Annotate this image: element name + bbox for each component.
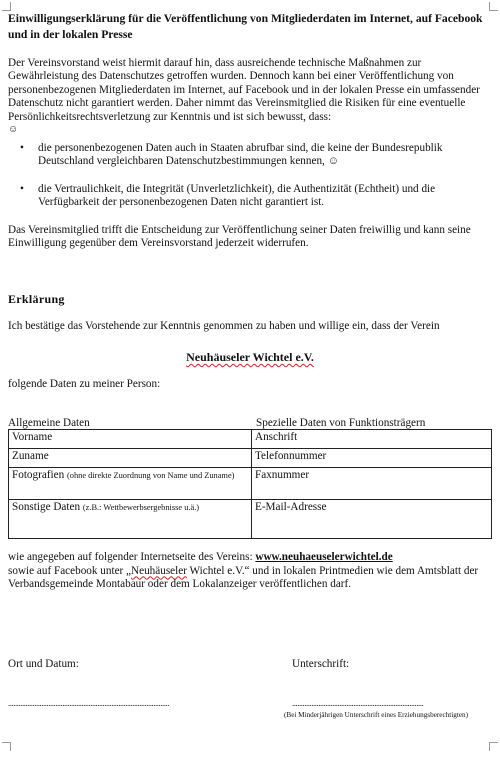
website-link[interactable]: www.neuhaeuselerwichtel.de: [255, 551, 393, 564]
bullet-icon: •: [20, 142, 24, 155]
table-row: [9, 500, 492, 539]
facebook-prefix: sowie auf Facebook unter „: [8, 564, 132, 577]
document-title: Einwilligungserklärung für die Veröffentlichung von Mitgliederdaten im Internet, auf Facebook und in der lokalen Presse: [8, 12, 483, 41]
place-date-label: Ort und Datum:: [8, 658, 79, 670]
crop-mark-bottom-left: [2, 742, 11, 751]
place-date-line[interactable]: ............................................................................................: [8, 698, 169, 708]
table-cell[interactable]: [252, 449, 492, 468]
following-text: folgende Daten zu meiner Person:: [8, 377, 161, 390]
smiley-icon: ☺: [8, 124, 19, 136]
cell-note: (ohne direkte Zuordnung von Name und Zuname): [67, 471, 235, 481]
table-cell[interactable]: [9, 449, 252, 468]
guardian-note: (Bei Minderjährigen Unterschrift eines Erziehungsberechtigten): [284, 711, 469, 719]
cell-label: E-Mail-Adresse: [255, 501, 327, 514]
cell-label: Telefonnummer: [255, 450, 327, 463]
table-headers: [8, 417, 492, 429]
signature-line[interactable]: ...........................................................................: [292, 698, 424, 708]
facebook-name: Neuhäuseler: [131, 564, 187, 577]
table-row: [9, 468, 492, 500]
table-row: [9, 430, 492, 449]
declaration-heading: Erklärung: [8, 292, 65, 307]
table-cell[interactable]: [9, 468, 252, 500]
closing-paragraph: Das Vereinsmitglied trifft die Entscheidung zur Veröffentlichung seiner Daten freiwillig und kann seine Einwilligung gegenüber dem Vereinsvorstand jederzeit widerrufen.: [8, 223, 471, 250]
list-item: [8, 142, 492, 169]
website-prefix: wie angegeben auf folgender Internetseite des Vereins:: [8, 551, 256, 564]
crop-mark-bottom-right: [489, 742, 498, 751]
facebook-rest: Wichtel e.V.“ und in lokalen Printmedien wie dem Amtsblatt der Verbandsgemeinde Montabaur oder dem Lokalanzeiger veröffentlichen darf.: [8, 564, 479, 591]
cell-label: Fotografien: [12, 469, 65, 482]
table-cell[interactable]: [252, 430, 492, 449]
cell-note: (z.B.: Wettbewerbsergebnisse u.ä.): [82, 503, 200, 513]
crop-mark-top-left: [2, 2, 11, 11]
risk-text: die Vertraulichkeit, die Integrität (Unverletzlichkeit), die Authentizität (Echtheit) und die Verfügbarkeit der personenbezogenen Daten nicht garantiert ist.: [38, 182, 436, 209]
signature-label: Unterschrift:: [292, 658, 350, 670]
cell-label: Faxnummer: [255, 469, 310, 482]
club-name: [8, 350, 492, 364]
general-data-header: Allgemeine Daten: [8, 417, 90, 430]
crop-mark-top-right: [489, 2, 498, 11]
data-table: [8, 429, 492, 539]
list-item: [8, 183, 492, 210]
confirm-text: Ich bestätige das Vorstehende zur Kenntnis genommen zu haben und willige ein, dass der Verein: [8, 320, 440, 333]
publication-paragraph: [8, 551, 492, 591]
club-name-text: Neuhäuseler Wichtel e.V.: [186, 349, 314, 364]
risk-text: die personenbezogenen Daten auch in Staaten abrufbar sind, die keine der Bundesrepublik Deutschland vergleichbaren Datenschutzbestimmungen kennen,: [38, 142, 443, 168]
intro-text: Der Vereinsvorstand weist hiermit darauf hin, dass ausreichende technische Maßnahmen zur Gewährleistung des Datenschutzes getroffen wurden. Dennoch kann bei einer Veröffentlichung von personenbezogenen Mitgliederdaten im Internet, auf Facebook und in der lokalen Presse ein umfassender Datenschutz nicht garantiert werden. Daher nimmt das Vereinsmitglied die Risiken für eine eventuelle Persönlichkeitsrechtsverletzung zur Kenntnis und ist sich bewusst, dass:: [8, 57, 480, 123]
table-cell[interactable]: [9, 500, 252, 539]
table-cell[interactable]: [252, 500, 492, 539]
signature-block: [8, 655, 492, 725]
cell-label: Zuname: [12, 450, 49, 463]
table-cell[interactable]: [9, 430, 252, 449]
bullet-icon: •: [20, 182, 24, 195]
smiley-icon: ☺: [327, 155, 340, 168]
special-data-header: Spezielle Daten von Funktionsträgern: [256, 417, 426, 430]
risk-list: [8, 142, 492, 210]
table-row: [9, 449, 492, 468]
cell-label: Sonstige Daten: [12, 501, 81, 514]
intro-paragraph: [8, 57, 492, 136]
table-cell[interactable]: [252, 468, 492, 500]
document-body: [8, 11, 492, 592]
cell-label: Anschrift: [255, 431, 298, 444]
cell-label: Vorname: [12, 431, 53, 444]
